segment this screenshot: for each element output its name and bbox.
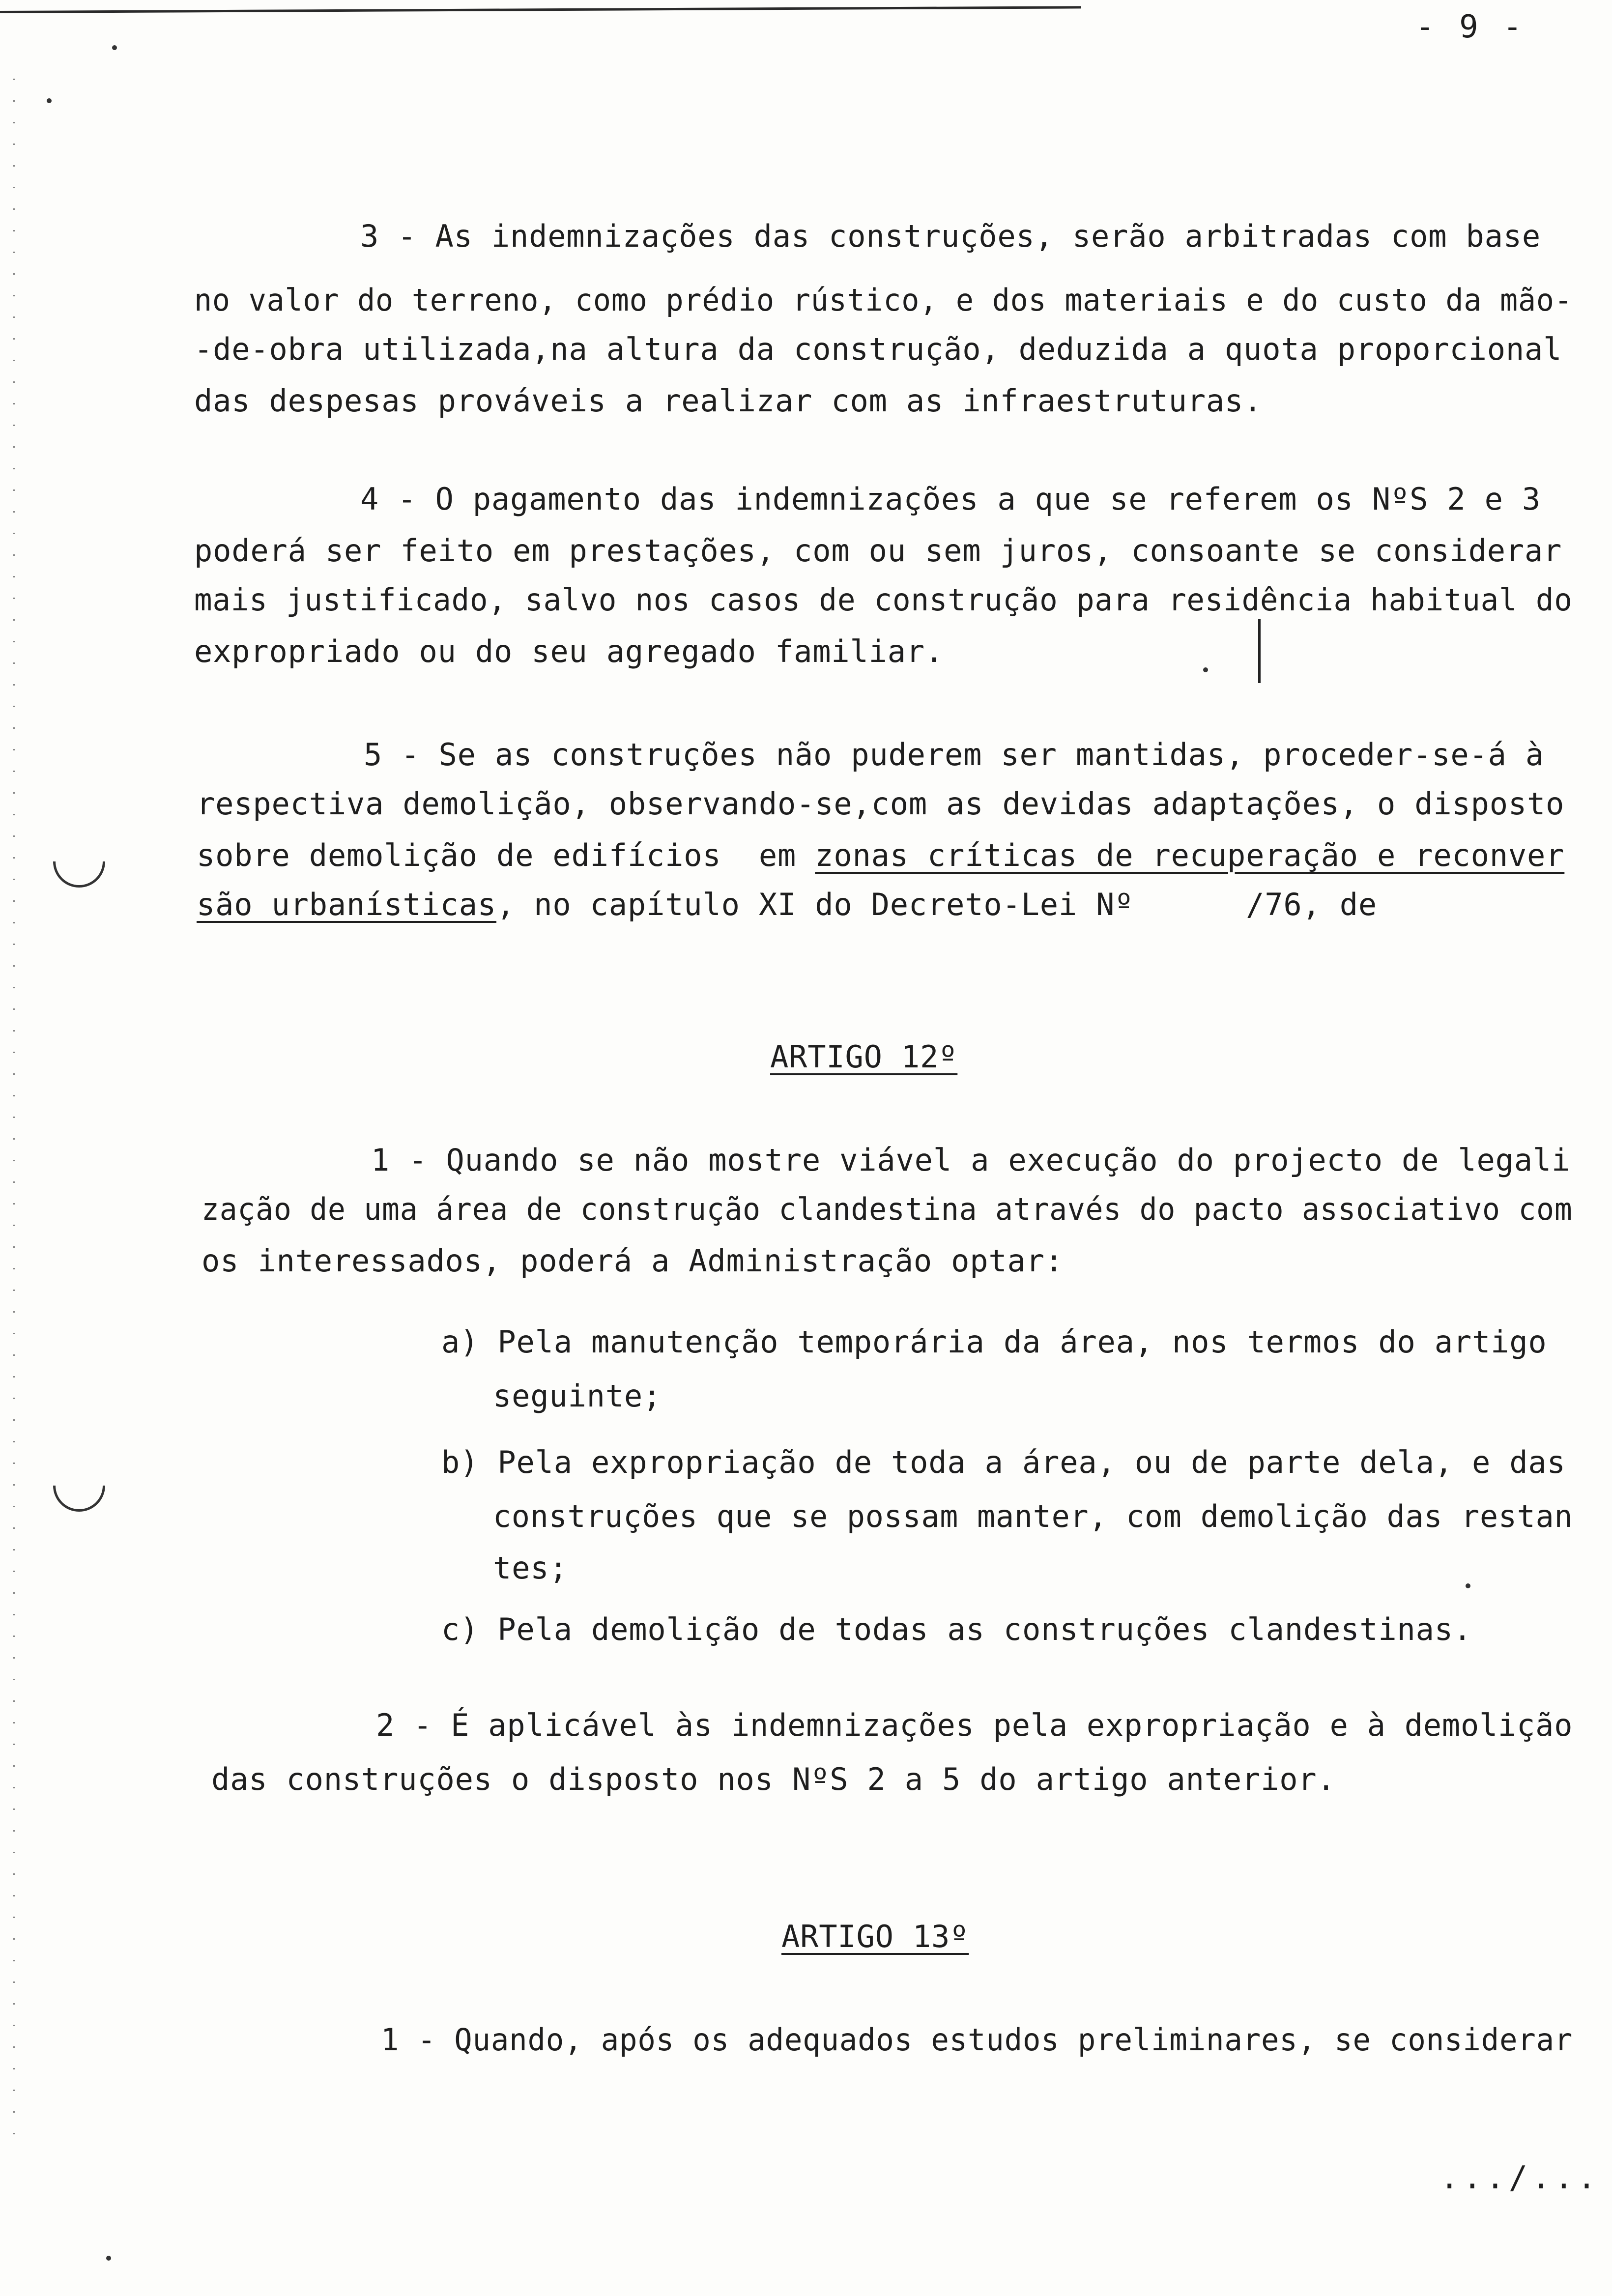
list-item-continuation: tes; bbox=[493, 1550, 568, 1586]
text-line: das despesas prováveis a realizar com as infraestruturas. bbox=[194, 383, 1263, 419]
text-line: zação de uma área de construção clandestina através do pacto associativo com bbox=[202, 1191, 1573, 1227]
text-line: 4 - O pagamento das indemnizações a que se referem os NºS 2 e 3 bbox=[360, 481, 1541, 517]
text-line: os interessados, poderá a Administração optar: bbox=[202, 1243, 1064, 1279]
text-segment: , no capítulo XI do Decreto-Lei Nº /76, de bbox=[496, 887, 1378, 922]
text-line: 1 - Quando se não mostre viável a execução do projecto de legali bbox=[371, 1142, 1571, 1178]
binding-hole-mark bbox=[42, 1449, 116, 1522]
list-item-continuation: construções que se possam manter, com demolição das restan bbox=[493, 1498, 1573, 1534]
text-line: expropriado ou do seu agregado familiar. bbox=[194, 633, 944, 669]
text-line: no valor do terreno, como prédio rústico, e dos materiais e do custo da mão- bbox=[194, 282, 1573, 318]
underlined-text: zonas críticas de recuperação e reconver bbox=[815, 837, 1565, 873]
continuation-mark: .../... bbox=[1440, 2160, 1600, 2196]
scan-speck bbox=[1203, 667, 1208, 672]
list-item: a) Pela manutenção temporária da área, nos termos do artigo bbox=[441, 1324, 1547, 1360]
scan-top-edge bbox=[0, 6, 1081, 13]
list-item: c) Pela demolição de todas as construções clandestinas. bbox=[441, 1611, 1472, 1647]
text-line: -de-obra utilizada,na altura da construção, deduzida a quota proporcional bbox=[194, 331, 1562, 367]
text-line: 3 - As indemnizações das construções, serão arbitradas com base bbox=[360, 218, 1541, 254]
list-item: b) Pela expropriação de toda a área, ou de parte dela, e das bbox=[441, 1444, 1566, 1480]
scan-speck bbox=[112, 45, 117, 50]
article-heading: ARTIGO 12º bbox=[770, 1039, 958, 1075]
text-line: respectiva demolição, observando-se,com as devidas adaptações, o disposto bbox=[197, 786, 1565, 822]
text-line: poderá ser feito em prestações, com ou sem juros, consoante se considerar bbox=[194, 533, 1562, 569]
scan-speck bbox=[47, 98, 52, 103]
text-line: mais justificado, salvo nos casos de construção para residência habitual do bbox=[194, 582, 1573, 618]
scan-left-edge-dots bbox=[13, 79, 15, 2143]
scan-speck bbox=[106, 2256, 111, 2261]
text-line: das construções o disposto nos NºS 2 a 5 do artigo anterior. bbox=[211, 1761, 1336, 1797]
binding-hole-mark bbox=[42, 825, 116, 898]
text-line: 1 - Quando, após os adequados estudos preliminares, se considerar bbox=[381, 2022, 1573, 2058]
text-line: 2 - É aplicável às indemnizações pela expropriação e à demolição bbox=[376, 1707, 1573, 1743]
text-line: 5 - Se as construções não puderem ser mantidas, proceder-se-á à bbox=[364, 737, 1545, 773]
scan-speck bbox=[1466, 1583, 1470, 1588]
margin-mark bbox=[1258, 619, 1261, 683]
text-line bbox=[197, 887, 1378, 922]
text-line bbox=[197, 837, 1565, 873]
list-item-continuation: seguinte; bbox=[493, 1378, 662, 1414]
page-number: - 9 - bbox=[1415, 9, 1525, 45]
article-heading: ARTIGO 13º bbox=[781, 1919, 969, 1954]
text-segment: sobre demolição de edifícios em bbox=[197, 837, 815, 873]
underlined-text: são urbanísticas bbox=[197, 887, 497, 922]
